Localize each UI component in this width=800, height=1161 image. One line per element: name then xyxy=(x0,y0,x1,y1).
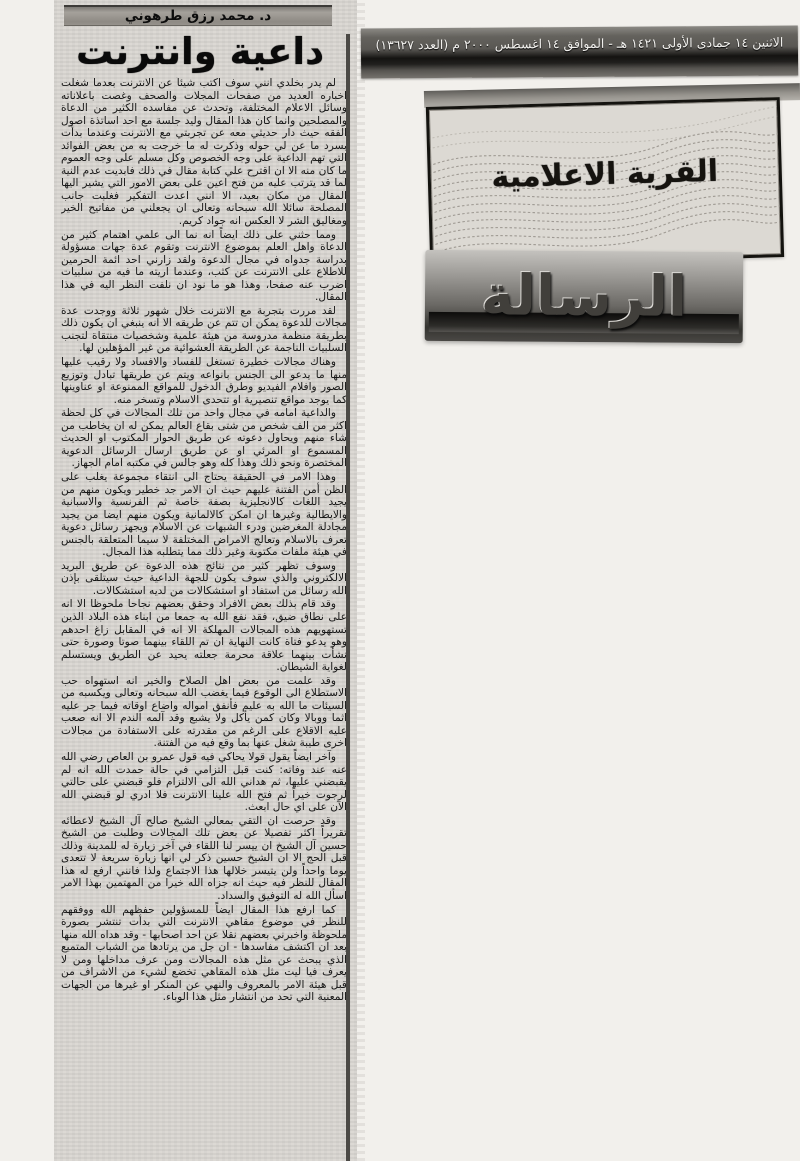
column-rule-divider xyxy=(346,34,350,1161)
article-body xyxy=(61,77,347,1155)
article-paragraph: وقد علمت من بعض اهل الصلاح والخير انه استهواه حب الاستطلاع الى الوقوع فيما يغضب الله سبحانه وتعالى ويكسبه من السيئات ما الله به عليم فأنفق امواله واضاع اوقاته فيما جر عليه اثما ووبالا وكان كمن يأكل ولا يشبع وقد آلمه الندم الا انه صعب عليه الاقلاع على الرغم من مقدرته على الاستفادة من مجالات اخرى طيبة شغل عنها بما وقع فيه من الفتنة. xyxy=(61,674,347,750)
clipping-torn-edge xyxy=(357,0,365,1161)
article-paragraph: لم يدر بخلدي انني سوف اكتب شيئاً عن الانترنت بعدما شغلت اخباره العديد من صفحات المجلات والصحف وغصت باعلاناته وسائل الاعلام المختلفة، وتحدث عن مفاسده الكثير من الدعاة والمصلحين وانما كان هذا المقال وليد جلسة مع احد اساتذة اصول الفقه حيث دار حديثي معه عن تجربتي مع الانترنت وعندما بدأت بسرد ما عن لي حوله وذكرت له ما خرجت به من بعض الفوائد التي تهم الداعية على وجه الخصوص وكل مسلم على وجه العموم ما كان منه الا ان اقترح علي كتابة مقال في ذلك فابديت عدم النية لما قد يترتب عليه من فتح اعين على بعض الامور التي يشير اليها المقال من مكان بعيد، الا انني اعدت التفكير فغلبت جانب المصلحة سائلا الله سبحانه وتعالى ان يجعلني من مفاتيح الخير ومغاليق الشر لا العكس انه جواد كريم. xyxy=(61,77,347,228)
author-byline-bar xyxy=(64,5,332,26)
article-paragraph: ومما حثني على ذلك ايضاً انه نما الى علمي اهتمام كثير من الدعاة واهل العلم بموضوع الانترنت وتقوم عدة جهات مسؤولة بدراسة جدواه في مجال الدعوة ولقد زارني احد ائمة الحرمين للاطلاع على الانترنت عن كثب، وعندما اريته ما فيه من سلبيات اضرب عنه صفحا، وهذا هو ما نود ان نلفت النظر اليه في هذا المقال. xyxy=(61,228,347,304)
dateline-text: الاثنين ١٤ جمادى الأولى ١٤٢١ هـ - الموافق ١٤ اغسطس ٢٠٠٠ م (العدد ١٣٦٢٧) xyxy=(375,34,784,53)
media-village-logo-box xyxy=(426,97,784,267)
risala-logo-text: الرسالة xyxy=(480,263,688,330)
article-paragraph: وهذا الامر في الحقيقة يحتاج الى انتقاء مجموعة يغلب على الظن أمن الفتنة عليهم حيث ان الامر جد خطير ويكون منهم من يجيد اللغات كالانجليزية بصفة خاصة ثم الفرنسية والاسبانية والايطالية وغيرها ان امكن كالالمانية ويكون منهم ايضا من يجيد مجادلة المغرضين ودرء الشبهات عن الاسلام ويجهز رسائل دعوية تعرف بالاسلام وتعالج الامراض المختلفة لا سيما المتعلقة بالجنس في هيئة ملفات مكتوبة وغير ذلك مما يتطلبه هذا المجال. xyxy=(61,470,347,559)
article-paragraph: كما ارفع هذا المقال ايضاً للمسؤولين حفظهم الله ووفقهم للنظر في موضوع مقاهي الانترنت التي بدأت تنتشر بصورة ملحوظة واخبرني بعضهم نقلا عن احد اصحابها - وقد هداه الله منها بعد ان اكتشف مفاسدها - ان جل من يرتادها من الشباب المتميع الذي يبحث عن مثل هذه المجالات ومن عرف مداخلها ومن لا يعرف فيا ليت مثل هذه المقاهي تخضع لشيء من الاشراف من قبل هيئة الامر بالمعروف والنهي عن المنكر او غيرها من الجهات المعنية التي تحد من انتشار مثل هذا الوباء. xyxy=(61,903,347,1004)
article-paragraph: والداعية امامه في مجال واحد من تلك المجالات في كل لحظة اكثر من الف شخص من شتى بقاع العالم يمكن له ان يخاطب من شاء منهم ويحاول دعوته عن طريق الحوار المكتوب او الحديث المسموع او المرئي او عن طريق ارسال الرسائل الدعوية المختصرة ونحو ذلك وهذا كله وهو جالس في مكتبه امام الجهاز. xyxy=(61,407,347,470)
article-title: داعية وانترنت xyxy=(75,29,325,73)
article-paragraph: وقد حرصت ان التقي بمعالي الشيخ صالح آل الشيخ لاعطائه تقريراً اكثر تفصيلا عن بعض تلك المجالات وطلبت من الشيخ حسين آل الشيخ ان ييسر لنا اللقاء في آخر زيارة له للمدينة وذلك قبل الحج الا ان الشيخ حسين ذكر لي انها زيارة سريعة لا تتعدى يوما واحداً ولن يتيسر خلالها هذا الاجتماع ولذا فانني ارفع له هذا المقال للنظر فيه حيث انه جزاه الله خيرا من المهتمين بهذا الامر اسأل الله له التوفيق والسداد. xyxy=(61,814,347,902)
article-paragraph: وقد قام بذلك بعض الافراد وحقق بعضهم نجاحا ملحوظا الا انه على نطاق ضيق، فقد نفع الله به جمعا من ابناء هذه البلاد الذين تستهويهم هذه المجالات المهلكة الا انه في المقابل زاغ احدهم وهو يدعو فتاة كانت النهاية ان تم اللقاء بينهما صوتا وصورة حتى نشأت بينهما علاقة محرمة جعلته يحيد عن الطريق ويستسلم لغواية الشيطان. xyxy=(61,598,347,674)
article-clipping xyxy=(54,0,357,1161)
article-paragraph: وهناك مجالات خطيرة تستغل للفساد والافساد ولا رقيب عليها منها ما يدعو الى الجنس بانواعه ويتم عن طريقها تبادل وتوزيع الصور وافلام الفيديو وطرق الدخول للمواقع الممنوعة او عناوينها كما يوجد مواقع تنصيرية او تتحدى الاسلام وتسخر منه. xyxy=(61,356,347,406)
article-paragraph: لقد مررت بتجربة مع الانترنت خلال شهور ثلاثة ووجدت عدة مجالات للدعوة يمكن ان تتم عن طريقه الا انه ينبغي ان يكون ذلك بطريقة منظمة مدروسة من هيئة علمية وشخصيات منتقاة لتجنب السلبيات الناجمة عن الطريقة العشوائية من غير المؤهلين لها. xyxy=(61,304,347,355)
article-paragraph: وآخر ايضاً يقول قولا يحاكي فيه قول عمرو بن العاص رضي الله عنه عند وفاته: كنت قبل التزامي في حالة حمدت الله انه لم يقبضني عليها، ثم هداني الله الى الالتزام فلو قبضني على حالتي لرجوت خيراً ثم فتح الله علينا الانترنت فلا ادري لو قبضني الله الآن على اي حال ابعث. xyxy=(61,750,347,814)
media-village-logo-text: القرية الاعلامية xyxy=(491,153,719,196)
author-name: د. محمد رزق طرهوني xyxy=(124,7,272,24)
article-paragraph: وسوف تظهر كثير من نتائج هذه الدعوة عن طريق البريد الالكتروني والذي سوف يكون للجهة الداعية حيث سيتلقى بإذن الله رسائل من استفاد او استشكالات من لديه استشكالات. xyxy=(61,559,347,597)
newspaper-dateline-bar xyxy=(361,25,798,78)
risala-masthead-logo xyxy=(425,250,744,343)
